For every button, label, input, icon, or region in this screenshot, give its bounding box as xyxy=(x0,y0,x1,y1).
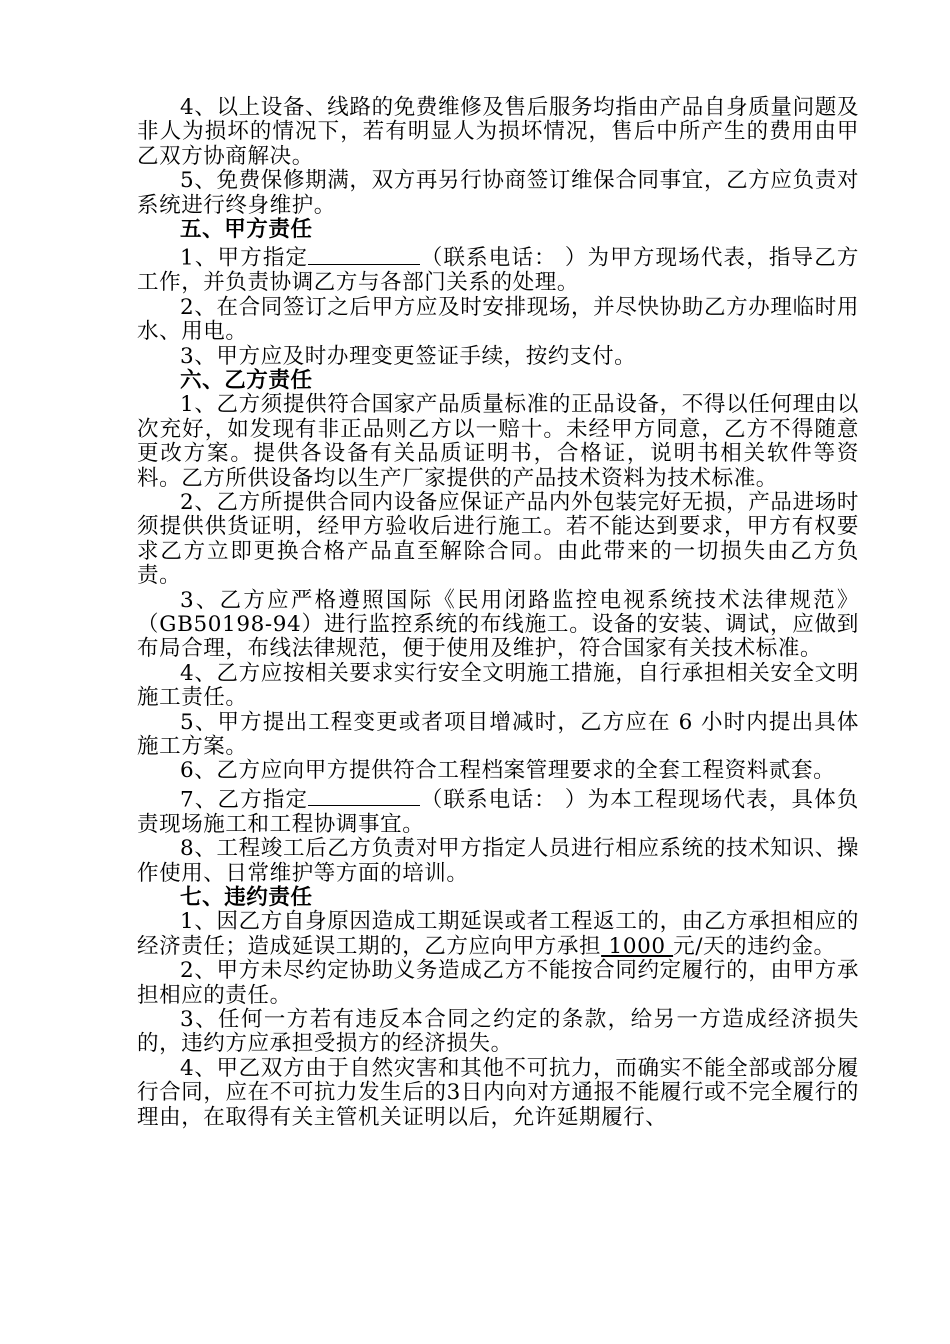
clause-4-5: 5、免费保修期满，双方再另行协商签订维保合同事宜，乙方应负责对系统进行终身维护。 xyxy=(137,168,859,218)
clause-5-1 xyxy=(137,242,859,295)
clause-6-6: 6、乙方应向甲方提供符合工程档案管理要求的全套工程资料贰套。 xyxy=(180,758,836,784)
clause-5-3: 3、甲方应及时办理变更签证手续，按约支付。 xyxy=(180,343,637,369)
clause-6-8: 8、工程竣工后乙方负责对甲方指定人员进行相应系统的技术知识、操作使用、日常维护等方面的培训。 xyxy=(137,836,859,886)
penalty-amount: 1000 xyxy=(601,933,674,959)
clause-7-3: 3、任何一方若有违反本合同之约定的条款，给另一方造成经济损失的，违约方应承担受损方的经济损失。 xyxy=(137,1007,859,1057)
clause-5-2: 2、在合同签订之后甲方应及时安排现场，并尽快协助乙方办理临时用水、用电。 xyxy=(137,294,859,345)
clause-7-4: 4、甲乙双方由于自然灾害和其他不可抗力，而确实不能全部或部分履行合同，应在不可抗力发生后的3日内向对方通报不能履行或不完全履行的理由，在取得有关主管机关证明以后，允许延期履行、 xyxy=(137,1055,859,1130)
clause-6-1: 1、乙方须提供符合国家产品质量标准的正品设备，不得以任何理由以次充好，如发现有非正品则乙方以一赔十。未经甲方同意，乙方不得随意更改方案。提供各设备有关品质证明书，合格证，说明书相关软件等资料。乙方所供设备均以生产厂家提供的产品技术资料为技术标准。 xyxy=(137,392,859,491)
representative-blank-party-a xyxy=(308,242,420,265)
contract-body xyxy=(137,96,859,1130)
clause-7-2: 2、甲方未尽约定协助义务造成乙方不能按合同约定履行的，由甲方承担相应的责任。 xyxy=(137,958,859,1008)
clause-6-7 xyxy=(137,784,859,837)
clause-6-5: 5、甲方提出工程变更或者项目增减时，乙方应在 6 小时内提出具体施工方案。 xyxy=(137,709,859,760)
clause-6-3: 3、乙方应严格遵照国际《民用闭路监控电视系统技术法律规范》（GB50198-94）进行监控系统的布线施工。设备的安装、调试，应做到布局合理，布线法律规范，便于使用及维护，符合国家有关技术标准。 xyxy=(137,587,859,662)
section-heading-7: 七、违约责任 xyxy=(180,885,313,910)
representative-blank-party-b xyxy=(308,784,420,807)
clause-5-1-rest: （联系电话： ）为甲方现场代表，指导乙方工作，并负责协调乙方与各部门关系的处理。 xyxy=(137,245,859,296)
clause-6-4: 4、乙方应按相关要求实行安全文明施工措施，自行承担相关安全文明施工责任。 xyxy=(137,660,859,711)
clause-7-1-rest: 元/天的违约金。 xyxy=(673,933,836,959)
clause-6-7-rest: （联系电话： ）为本工程现场代表，具体负责现场施工和工程协调事宜。 xyxy=(137,787,859,837)
section-heading-5: 五、甲方责任 xyxy=(180,217,313,243)
clause-6-7-lead: 7、乙方指定 xyxy=(180,787,309,813)
clause-5-1-lead: 1、甲方指定 xyxy=(180,245,309,271)
clause-7-1-lead: 1、因乙方自身原因造成工期延误或者工程返工的，由乙方承担相应的经济责任；造成延误工期的，乙方应向甲方承担 xyxy=(137,909,859,959)
clause-6-2: 2、乙方所提供合同内设备应保证产品内外包装完好无损，产品进场时须提供供货证明，经甲方验收后进行施工。若不能达到要求，甲方有权要求乙方立即更换合格产品直至解除合同。由此带来的一切损失由乙方负责。 xyxy=(137,490,859,589)
clause-7-1 xyxy=(137,910,859,959)
clause-4-4: 4、以上设备、线路的免费维修及售后服务均指由产品自身质量问题及非人为损坏的情况下，若有明显人为损坏情况，售后中所产生的费用由甲乙双方协商解决。 xyxy=(137,95,859,169)
section-heading-6: 六、乙方责任 xyxy=(180,367,313,393)
